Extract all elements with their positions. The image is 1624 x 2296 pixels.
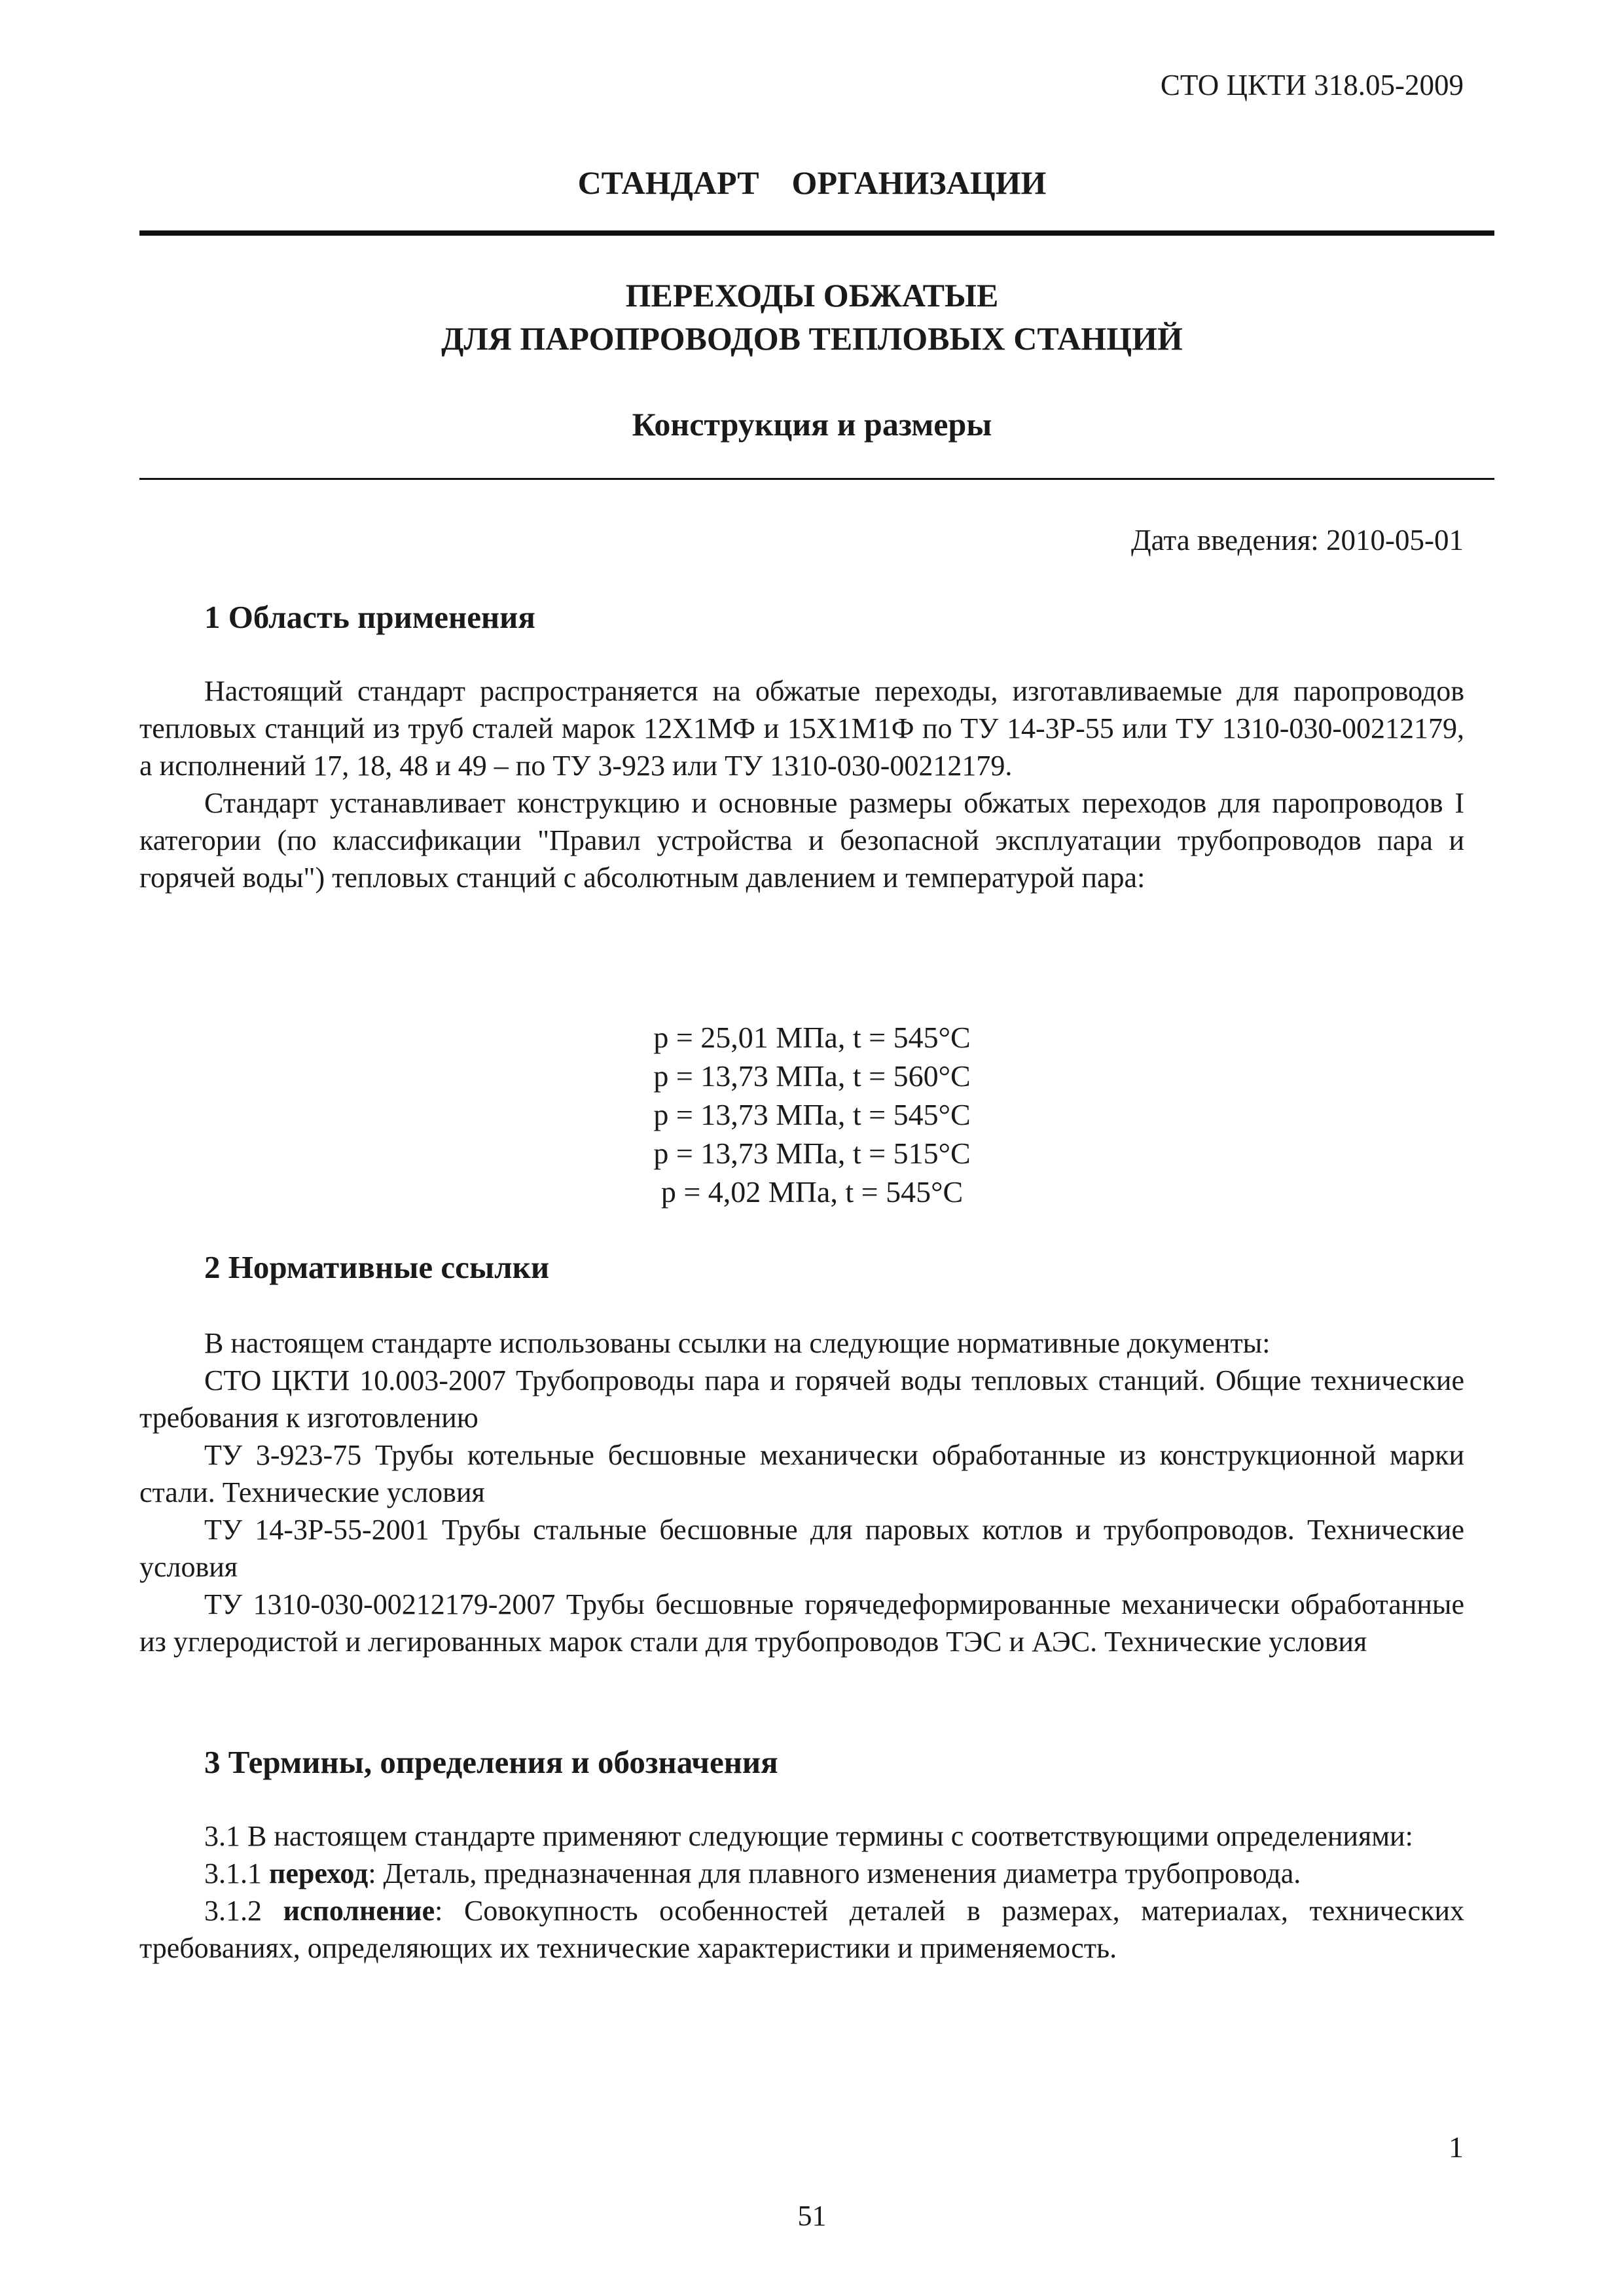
- section-1-paragraph-2: Стандарт устанавливает конструкцию и основные размеры обжатых переходов для паропроводов I категории (по классификации "Правил устройства и безопасной эксплуатации трубопроводов пара и горячей воды") тепловых станций с абсолютным давлением и температурой пара:: [139, 787, 1464, 894]
- introduction-date: Дата введения: 2010-05-01: [1130, 524, 1464, 556]
- term-name: исполнение: [283, 1895, 435, 1927]
- document-page-number: 1: [1449, 2130, 1464, 2164]
- steam-parameter-line: р = 25,01 МПа, t = 545°С: [653, 1021, 971, 1054]
- thick-divider: [139, 230, 1494, 236]
- steam-parameter-line: р = 13,73 МПа, t = 560°С: [653, 1059, 971, 1093]
- document-subtitle: Конструкция и размеры: [632, 406, 992, 443]
- clause-3-1-2: [139, 1892, 1464, 1967]
- document-code: СТО ЦКТИ 318.05-2009: [1160, 69, 1464, 101]
- clause-number: 3.1.1: [204, 1857, 262, 1889]
- thin-divider: [139, 478, 1494, 480]
- reference-item: СТО ЦКТИ 10.003-2007 Трубопроводы пара и горячей воды тепловых станций. Общие технические требования к изготовлению: [139, 1364, 1464, 1434]
- title-line-2: ДЛЯ ПАРОПРОВОДОВ ТЕПЛОВЫХ СТАНЦИЙ: [441, 320, 1183, 357]
- section-2-heading: 2 Нормативные ссылки: [204, 1249, 550, 1285]
- clause-3-1-1: [139, 1855, 1464, 1892]
- section-2-intro: В настоящем стандарте использованы ссылки на следующие нормативные документы:: [204, 1327, 1271, 1359]
- document-title: [0, 274, 1624, 360]
- steam-parameters-list: [0, 1018, 1624, 1211]
- collection-page-number: 51: [797, 2200, 827, 2232]
- steam-parameter-line: р = 13,73 МПа, t = 545°С: [653, 1098, 971, 1131]
- term-definition: : Деталь, предназначенная для плавного изменения диаметра трубопровода.: [368, 1857, 1301, 1889]
- organization-standard-title: [0, 162, 1624, 203]
- clause-number: 3.1.2: [204, 1895, 262, 1927]
- section-3-body: [139, 1817, 1464, 1967]
- org-title-word-2: ОРГАНИЗАЦИИ: [791, 164, 1047, 201]
- section-1-body: [139, 672, 1464, 896]
- term-name: переход: [269, 1857, 369, 1889]
- section-1-heading: 1 Область применения: [204, 599, 535, 635]
- reference-item: ТУ 14-3Р-55-2001 Трубы стальные бесшовные для паровых котлов и трубопроводов. Технические условия: [139, 1514, 1464, 1583]
- section-1-paragraph-1: Настоящий стандарт распространяется на обжатые переходы, изготавливаемые для паропроводов тепловых станций из труб сталей марок 12Х1МФ и 15Х1М1Ф по ТУ 14-3Р-55 или ТУ 1310-030-00212179, а исполнений 17, 18, 48 и 49 – по ТУ 3-923 или ТУ 1310-030-00212179.: [139, 675, 1464, 782]
- reference-item: ТУ 3-923-75 Трубы котельные бесшовные механически обработанные из конструкционной марки стали. Технические условия: [139, 1439, 1464, 1508]
- section-3-heading: 3 Термины, определения и обозначения: [204, 1744, 778, 1780]
- term-definition: : Совокупность особенностей деталей в размерах, материалах, технических требованиях, определяющих их технические характеристики и применяемость.: [139, 1895, 1465, 1964]
- clause-3-1: 3.1 В настоящем стандарте применяют следующие термины с соответствующими определениями:: [204, 1820, 1413, 1852]
- reference-item: ТУ 1310-030-00212179-2007 Трубы бесшовные горячедеформированные механически обработанные из углеродистой и легированных марок стали для трубопроводов ТЭС и АЭС. Технические условия: [139, 1588, 1464, 1658]
- title-line-1: ПЕРЕХОДЫ ОБЖАТЫЕ: [625, 277, 999, 314]
- steam-parameter-line: р = 4,02 МПа, t = 545°С: [660, 1175, 964, 1209]
- steam-parameter-line: р = 13,73 МПа, t = 515°С: [653, 1137, 971, 1170]
- section-2-body: [139, 1324, 1464, 1660]
- org-title-word-1: СТАНДАРТ: [577, 164, 759, 201]
